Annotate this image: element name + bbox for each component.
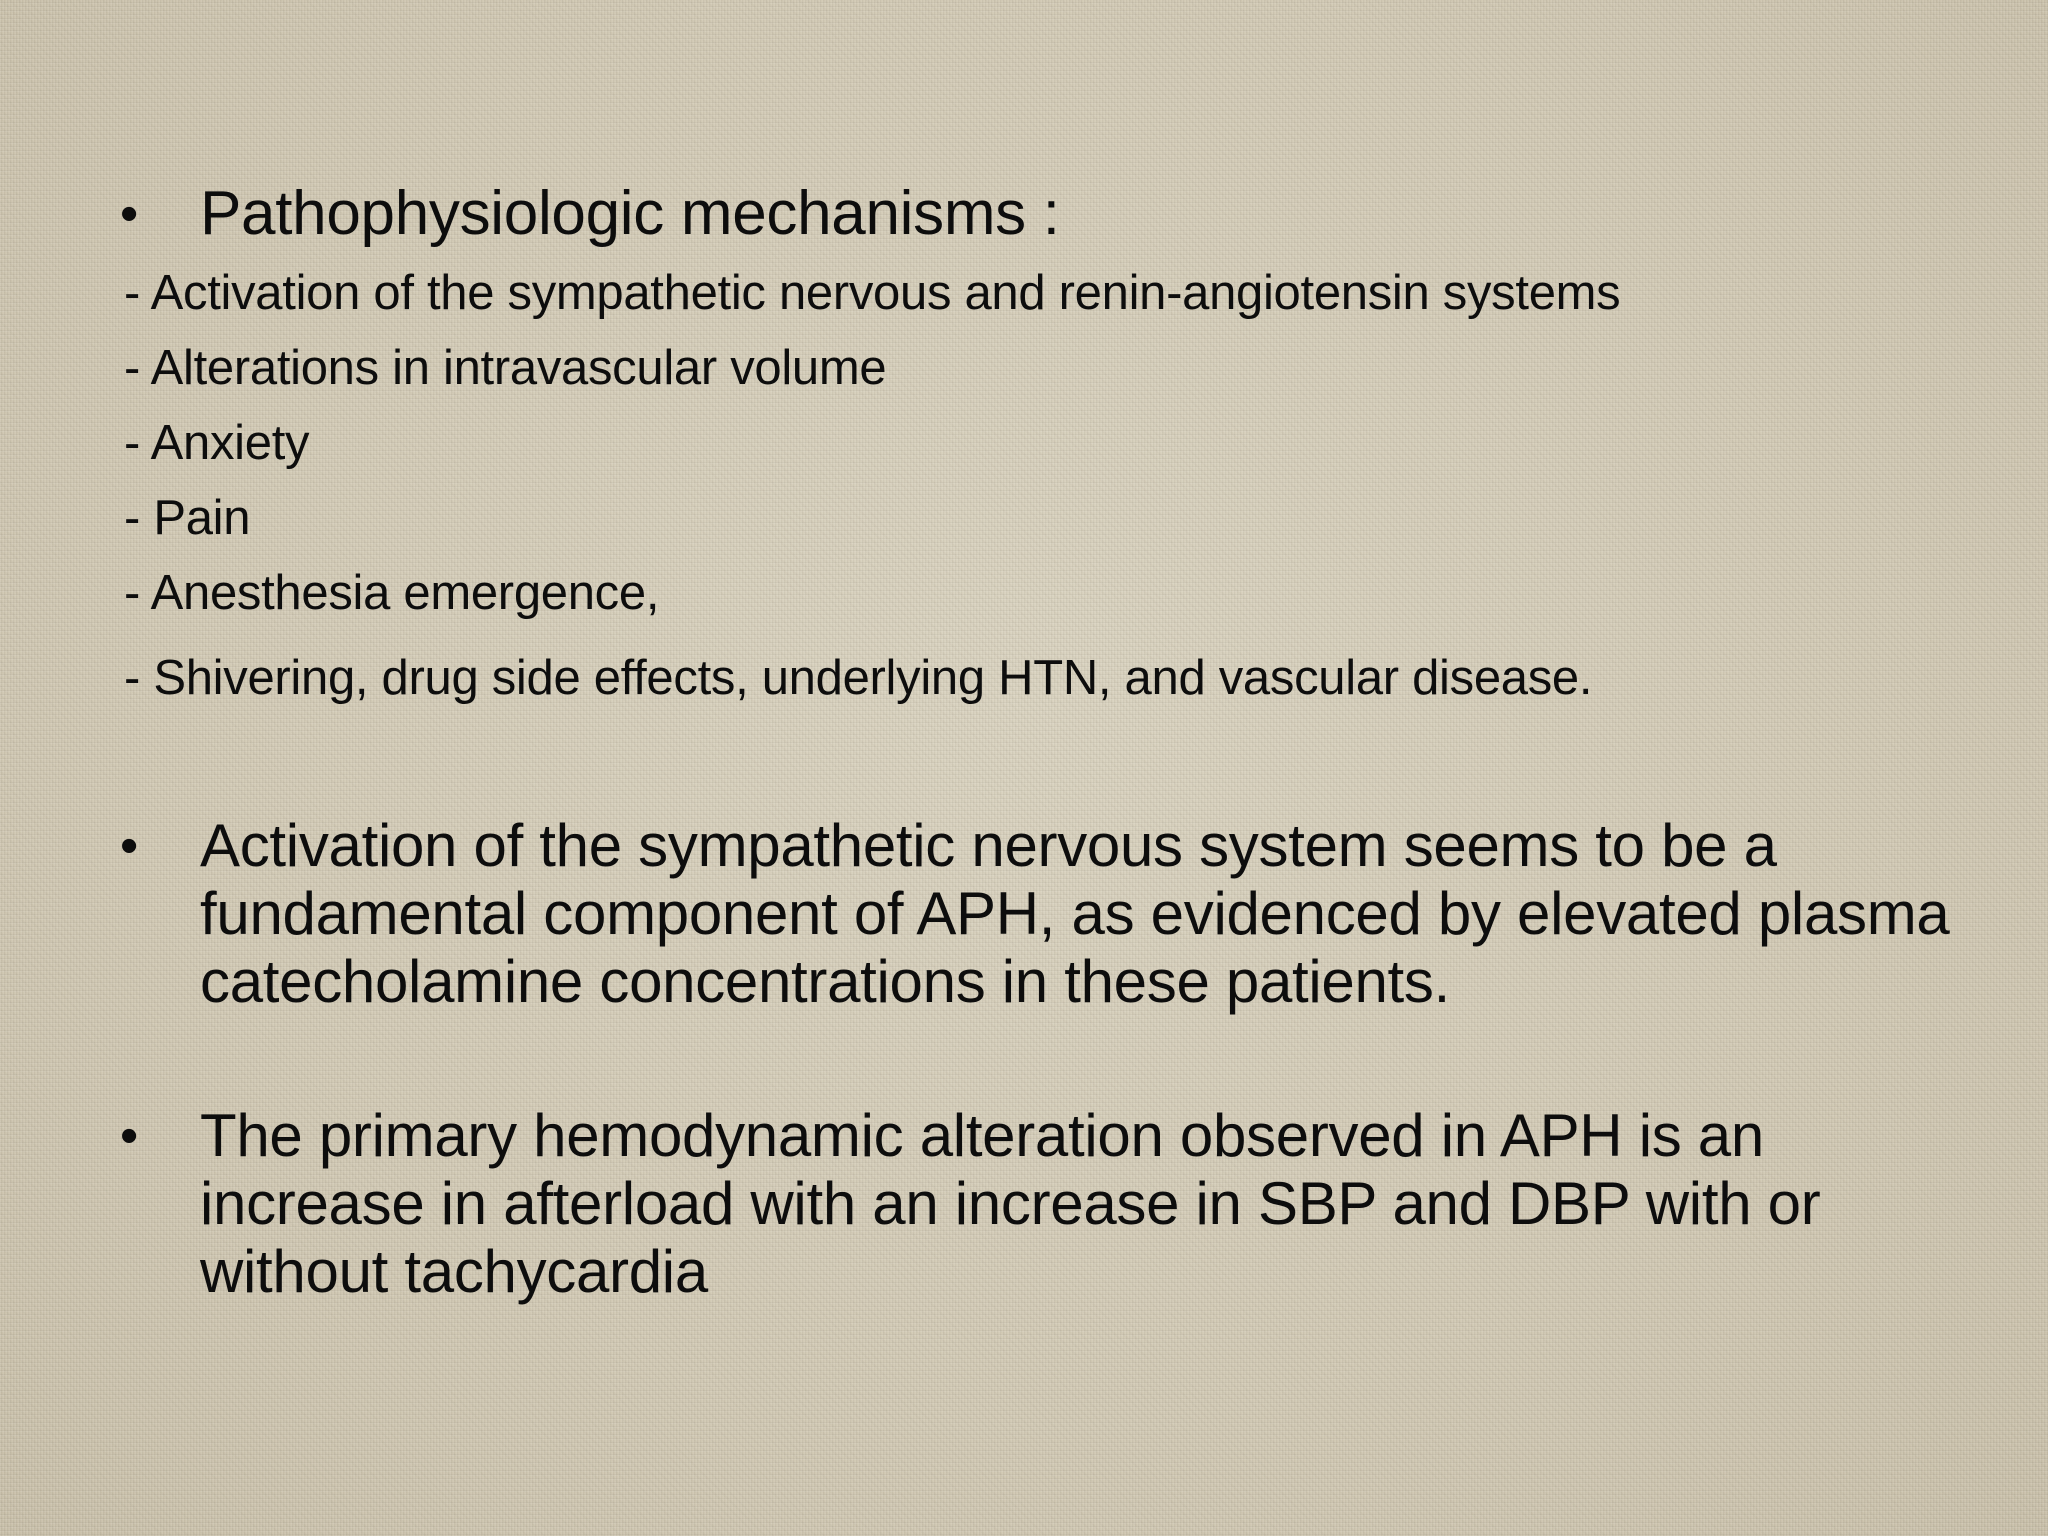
- mechanism-item: - Anesthesia emergence,: [124, 566, 660, 620]
- paragraph-text: The primary hemodynamic alteration observed in APH is an increase in afterload with an increase in SBP and DBP with or without tachycardia: [200, 1102, 1821, 1305]
- heading-text: Pathophysiologic mechanisms :: [200, 179, 1060, 248]
- mechanism-item: - Shivering, drug side effects, underlying HTN, and vascular disease.: [124, 651, 1593, 705]
- mechanism-item: - Anxiety: [124, 416, 310, 470]
- bullet-marker: •: [120, 1107, 139, 1165]
- mechanisms-list: [124, 256, 1620, 716]
- mechanism-item: - Pain: [124, 491, 251, 545]
- mechanism-item: - Activation of the sympathetic nervous and renin-angiotensin systems: [124, 266, 1621, 320]
- paragraph-text: Activation of the sympathetic nervous system seems to be a fundamental component of APH, as evidenced by elevated plasma catecholamine concentrations in these patients.: [200, 812, 1950, 1015]
- bullet-marker: •: [120, 817, 139, 875]
- bullet-marker: •: [120, 185, 139, 243]
- paragraph-bullet-1: [120, 812, 1950, 1016]
- paragraph-bullet-2: [120, 1102, 1950, 1306]
- mechanism-item: - Alterations in intravascular volume: [124, 341, 887, 395]
- heading-bullet: [120, 180, 1060, 248]
